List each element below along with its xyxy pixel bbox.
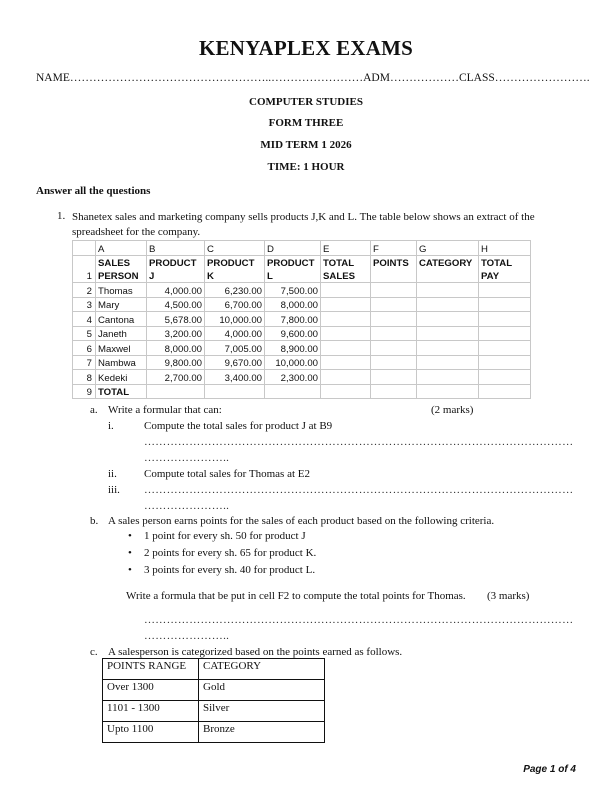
product-j-cell: 4,500.00 — [147, 297, 205, 312]
category-cell — [417, 341, 479, 356]
header-g1: CATEGORY — [417, 255, 479, 269]
header-points-range: POINTS RANGE — [103, 659, 199, 680]
header-h1-line2: PAY — [479, 269, 531, 283]
category-cell — [417, 384, 479, 399]
table-row — [73, 297, 531, 312]
salesperson-cell: Nambwa — [96, 355, 147, 370]
part-b-text: A sales person earns points for the sales of each product based on the following criteria. — [108, 515, 495, 527]
salesperson-cell: Kedeki — [96, 370, 147, 385]
corner-cell — [73, 241, 96, 256]
table-row — [103, 722, 325, 743]
total-sales-cell — [321, 312, 371, 327]
header-e1: TOTAL — [321, 255, 371, 269]
item-iii-label: iii. — [108, 484, 120, 496]
product-k-cell: 3,400.00 — [205, 370, 265, 385]
category-cell — [417, 297, 479, 312]
criteria-list — [128, 528, 316, 579]
total-j-cell — [147, 384, 205, 399]
header-row-line1 — [73, 255, 531, 269]
total-pay-cell — [479, 370, 531, 385]
header-a1-line2: PERSON — [96, 269, 147, 283]
bullet-icon: • — [128, 530, 132, 542]
criteria-item — [128, 545, 316, 562]
product-j-cell: 2,700.00 — [147, 370, 205, 385]
item-ii-text: Compute total sales for Thomas at E2 — [144, 468, 310, 480]
col-letter-b: B — [147, 241, 205, 256]
item-i-label: i. — [108, 420, 114, 432]
question-text: Shanetex sales and marketing company sells products J,K and L. The table below shows an extract of the spreadsheet for the company. — [72, 211, 535, 238]
instructions: Answer all the questions — [36, 185, 151, 197]
col-letter-c: C — [205, 241, 265, 256]
criteria-text: 1 point for every sh. 50 for product J — [144, 530, 306, 542]
points-cell — [371, 384, 417, 399]
points-range-cell: Over 1300 — [103, 680, 199, 701]
product-j-cell: 5,678.00 — [147, 312, 205, 327]
table-row — [103, 701, 325, 722]
item-i-text: Compute the total sales for product J at B9 — [144, 420, 333, 432]
column-letters-row — [73, 241, 531, 256]
part-a-text: Write a formular that can: — [108, 404, 222, 416]
header-d1: PRODUCT — [265, 255, 321, 269]
total-pay-cell — [479, 283, 531, 298]
table-row — [73, 283, 531, 298]
exam-title: KENYAPLEX EXAMS — [198, 36, 413, 60]
answer-line-i-cont[interactable]: ………………….. — [144, 452, 230, 464]
salesperson-cell: Mary — [96, 297, 147, 312]
col-letter-e: E — [321, 241, 371, 256]
criteria-item — [128, 528, 316, 545]
product-k-cell: 4,000.00 — [205, 326, 265, 341]
category-cell — [417, 312, 479, 327]
answer-line-i[interactable]: …………………………………………………………………………………………………… — [144, 436, 574, 448]
row-number: 5 — [73, 326, 96, 341]
total-l-cell — [265, 384, 321, 399]
part-b-label: b. — [90, 515, 99, 527]
total-sales-cell — [321, 297, 371, 312]
row-number: 4 — [73, 312, 96, 327]
total-sales-cell — [321, 384, 371, 399]
product-l-cell: 7,800.00 — [265, 312, 321, 327]
total-sales-cell — [321, 283, 371, 298]
product-j-cell: 3,200.00 — [147, 326, 205, 341]
header-h1: TOTAL — [479, 255, 531, 269]
answer-line-b-cont[interactable]: ………………….. — [144, 630, 230, 642]
header-c1: PRODUCT — [205, 255, 265, 269]
category-cell: Bronze — [199, 722, 325, 743]
criteria-item — [128, 562, 316, 579]
part-b-marks: (3 marks) — [487, 590, 530, 602]
row-number: 3 — [73, 297, 96, 312]
header-f1-line2 — [371, 269, 417, 283]
row-number-1: 1 — [73, 269, 96, 283]
total-label: TOTAL — [96, 384, 147, 399]
row-number-blank — [73, 255, 96, 269]
total-pay-cell — [479, 326, 531, 341]
table-row — [73, 341, 531, 356]
total-sales-cell — [321, 326, 371, 341]
product-k-cell: 6,700.00 — [205, 297, 265, 312]
points-cell — [371, 326, 417, 341]
points-cell — [371, 370, 417, 385]
total-pay-cell — [479, 312, 531, 327]
salesperson-cell: Maxwel — [96, 341, 147, 356]
product-k-cell: 9,670.00 — [205, 355, 265, 370]
header-g1-line2 — [417, 269, 479, 283]
product-l-cell: 10,000.00 — [265, 355, 321, 370]
salesperson-cell: Cantona — [96, 312, 147, 327]
header-e1-line2: SALES — [321, 269, 371, 283]
header-a1: SALES — [96, 255, 147, 269]
table-row — [73, 355, 531, 370]
form-heading: FORM THREE — [268, 117, 344, 129]
criteria-text: 3 points for every sh. 40 for product L. — [144, 564, 316, 576]
bullet-icon: • — [128, 547, 132, 559]
category-cell — [417, 283, 479, 298]
points-cell — [371, 355, 417, 370]
product-k-cell: 6,230.00 — [205, 283, 265, 298]
header-d1-line2: L — [265, 269, 321, 283]
product-l-cell: 9,600.00 — [265, 326, 321, 341]
product-j-cell: 9,800.00 — [147, 355, 205, 370]
part-a-marks: (2 marks) — [431, 404, 474, 416]
product-k-cell: 10,000.00 — [205, 312, 265, 327]
total-pay-cell — [479, 341, 531, 356]
total-sales-cell — [321, 370, 371, 385]
total-sales-cell — [321, 341, 371, 356]
row-number: 9 — [73, 384, 96, 399]
total-sales-cell — [321, 355, 371, 370]
bullet-icon: • — [128, 564, 132, 576]
col-letter-g: G — [417, 241, 479, 256]
total-pay-cell — [479, 384, 531, 399]
col-letter-f: F — [371, 241, 417, 256]
salesperson-cell: Janeth — [96, 326, 147, 341]
answer-line-b[interactable]: …………………………………………………………………………………………………… — [144, 614, 574, 626]
col-letter-a: A — [96, 241, 147, 256]
salesperson-cell: Thomas — [96, 283, 147, 298]
criteria-text: 2 points for every sh. 65 for product K. — [144, 547, 317, 559]
product-l-cell: 8,000.00 — [265, 297, 321, 312]
points-cell — [371, 312, 417, 327]
points-range-cell: 1101 - 1300 — [103, 701, 199, 722]
row-number: 2 — [73, 283, 96, 298]
header-row-line2 — [73, 269, 531, 283]
product-j-cell: 4,000.00 — [147, 283, 205, 298]
row-number: 6 — [73, 341, 96, 356]
name-adm-class-line: NAME……………………………………………..……………………ADM………………CLASS……………………. — [36, 72, 590, 84]
total-row — [73, 384, 531, 399]
header-b1-line2: J — [147, 269, 205, 283]
col-letter-h: H — [479, 241, 531, 256]
table-row — [73, 370, 531, 385]
part-b-instruction: Write a formula that be put in cell F2 to compute the total points for Thomas. — [126, 590, 466, 602]
row-number: 8 — [73, 370, 96, 385]
product-l-cell: 7,500.00 — [265, 283, 321, 298]
category-cell — [417, 370, 479, 385]
col-letter-d: D — [265, 241, 321, 256]
category-table-header — [103, 659, 325, 680]
points-cell — [371, 341, 417, 356]
product-l-cell: 8,900.00 — [265, 341, 321, 356]
product-l-cell: 2,300.00 — [265, 370, 321, 385]
category-cell — [417, 326, 479, 341]
question-number: 1. — [57, 210, 66, 222]
table-row — [73, 312, 531, 327]
subject-heading: COMPUTER STUDIES — [249, 96, 363, 108]
total-pay-cell — [479, 355, 531, 370]
row-number: 7 — [73, 355, 96, 370]
time-heading: TIME: 1 HOUR — [267, 161, 345, 173]
answer-line-iii-cont[interactable]: ………………….. — [144, 500, 230, 512]
header-f1: POINTS — [371, 255, 417, 269]
points-cell — [371, 283, 417, 298]
product-j-cell: 8,000.00 — [147, 341, 205, 356]
points-range-cell: Upto 1100 — [103, 722, 199, 743]
table-row — [73, 326, 531, 341]
item-ii-label: ii. — [108, 468, 117, 480]
category-cell: Gold — [199, 680, 325, 701]
part-a-label: a. — [90, 404, 98, 416]
header-c1-line2: K — [205, 269, 265, 283]
term-heading: MID TERM 1 2026 — [260, 139, 352, 151]
part-c-label: c. — [90, 646, 98, 658]
category-table — [102, 658, 325, 743]
header-category: CATEGORY — [199, 659, 325, 680]
part-c-text: A salesperson is categorized based on the points earned as follows. — [108, 646, 403, 658]
total-k-cell — [205, 384, 265, 399]
page-number: Page 1 of 4 — [523, 764, 576, 775]
total-pay-cell — [479, 297, 531, 312]
sales-spreadsheet — [72, 240, 531, 399]
header-b1: PRODUCT — [147, 255, 205, 269]
table-row — [103, 680, 325, 701]
category-cell — [417, 355, 479, 370]
category-cell: Silver — [199, 701, 325, 722]
points-cell — [371, 297, 417, 312]
product-k-cell: 7,005.00 — [205, 341, 265, 356]
answer-line-iii[interactable]: …………………………………………………………………………………………………… — [144, 484, 574, 496]
